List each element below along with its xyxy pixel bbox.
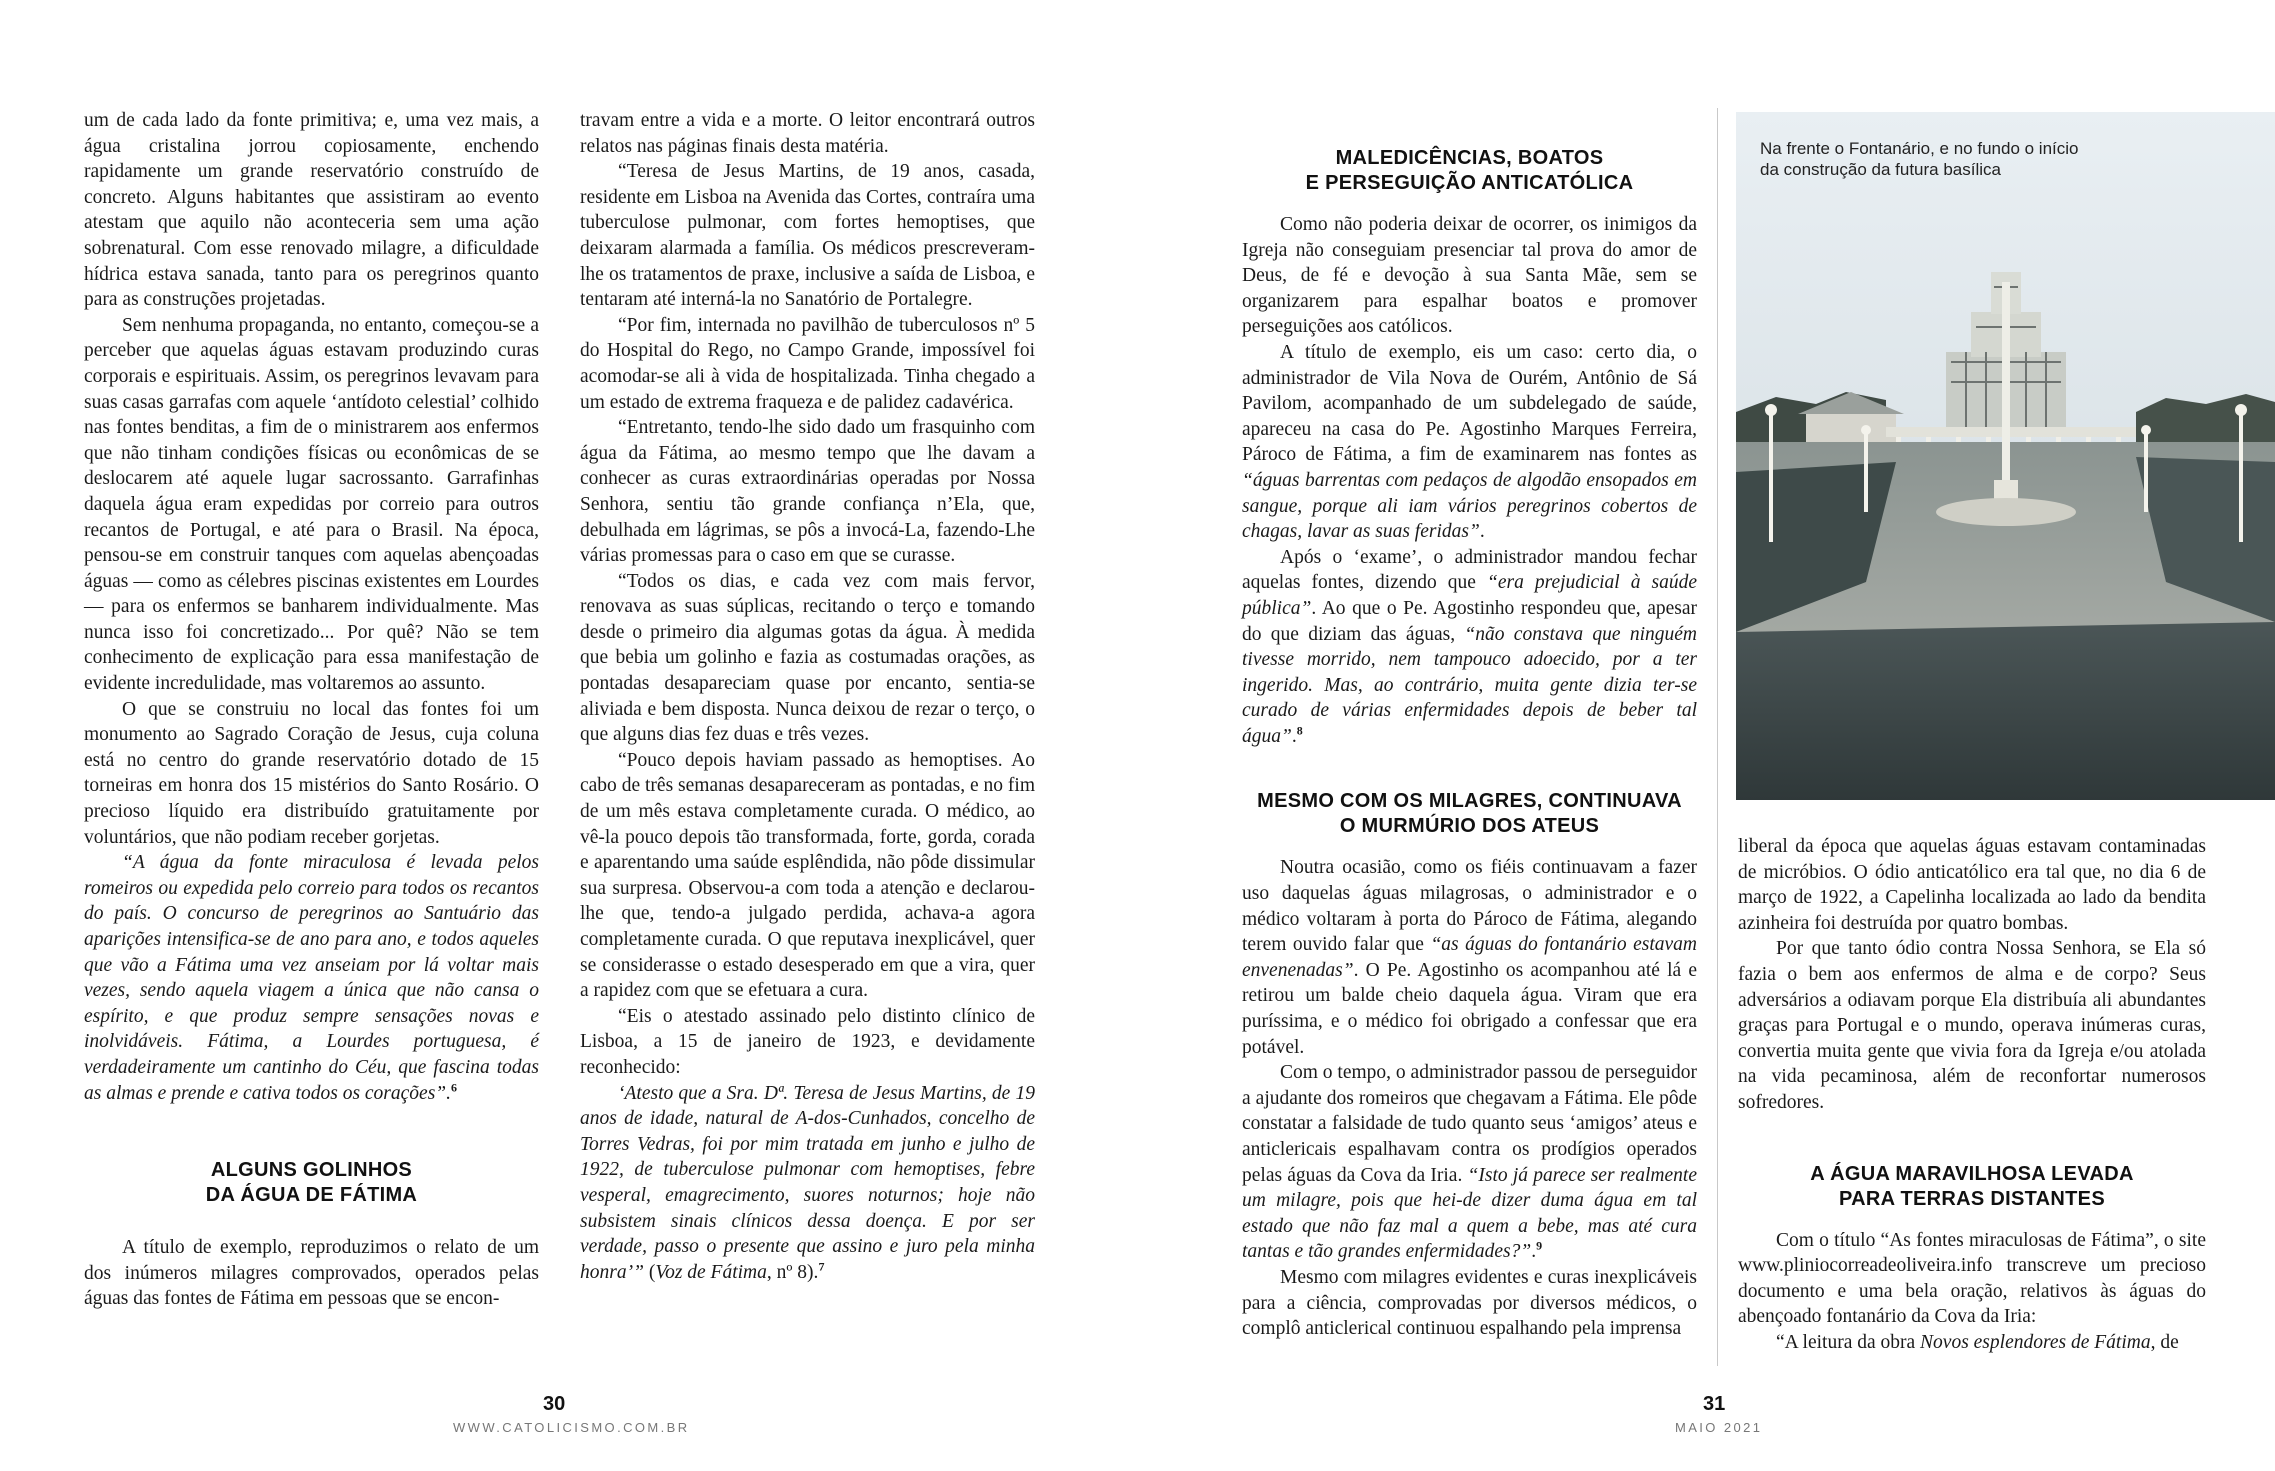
source-title: Voz de Fátima <box>655 1261 767 1283</box>
quotation-paragraph <box>84 850 539 1106</box>
text-run: . O Pe. Agostinho os acompanhou até lá e retirou um balde cheio daquela água. Viram que era puríssima, e o médico foi obrigado a confessar que era potável. <box>1242 959 1697 1058</box>
quotation-text: “não constava que ninguém tivesse morrido, nem tampouco adoecido, por a ter ingerido. Mas, ao contrário, muita gente dizia ter-se curado de várias enfermidades depois de beber tal água” <box>1242 623 1697 747</box>
heading-line: PARA TERRAS DISTANTES <box>1839 1187 2105 1210</box>
text-run: . <box>1531 1241 1537 1263</box>
text-run: Noutra ocasião, como os fiéis continuavam a fazer uso daquelas águas milagrosas, o administrador e o médico voltaram à porta do Pároco de Fátima, alegando terem ouvido falar que <box>1242 857 1697 956</box>
text-run: A título de exemplo, eis um caso: certo dia, o administrador de Vila Nova de Ourém, Antônio de Sá Pavilom, acompanhado de um subdelegado de saúde, apareceu na casa do Pe. Agostinho Marques Ferreira, Pároco de Fátima, a fim de examinarem nas fontes as <box>1242 341 1697 466</box>
paragraph: liberal da época que aquelas águas estavam contaminadas de micróbios. O ódio anticatólico era tal que, no dia 6 de março de 1922, a Capelinha localizada ao lado da bendita azinheira foi destruída por quatro bombas. <box>1738 836 2206 934</box>
quotation-text: “Isto já parece ser realmente um milagre, pois que hei-de dizer duma água em tal estado que não faz mal a quem a bebe, mas até cura tantas e tão grandes enfermidades?” <box>1242 1164 1697 1263</box>
section-heading <box>84 1158 539 1208</box>
text-run: Com o tempo, o administrador passou de perseguidor a ajudante dos romeiros que chegavam a Fátima. Ele pôde constatar a falsidade de tudo quanto seus ‘amigos’ ateus e anticlericais espalhavam contra os prodígios operados pelas águas da Cova da Iria. <box>1242 1062 1698 1186</box>
page-number: 30 <box>543 1393 566 1415</box>
footer-issue-date: MAIO 2021 <box>1675 1420 1763 1435</box>
paragraph: O que se construiu no local das fontes foi um monumento ao Sagrado Coração de Jesus, cuja coluna está no centro do grande reservatório dotado de 15 torneiras em honra dos 15 mistérios do Santo Rosário. O precioso líquido era distribuído gratuitamente por voluntários, que não podiam receber gorjetas. <box>84 698 539 848</box>
paragraph: “Por fim, internada no pavilhão de tuberculosos nº 5 do Hospital do Rego, no Campo Grande, impossível foi acomodar-se ali à vida de hospitalizada. Tinha chegado a um estado de extrema fraqueza e de palidez cadavérica. <box>580 314 1035 413</box>
source-open: ( <box>643 1261 656 1283</box>
fontanario-photo <box>1736 112 2275 800</box>
footer-website: WWW.CATOLICISMO.COM.BR <box>453 1420 690 1435</box>
paragraph: “Todos os dias, e cada vez com mais fervor, renovava as suas súplicas, recitando o terço e tomando desde o primeiro dia algumas gotas da água. À medida que bebia um golinho e fazia as costumadas orações, as pontadas desapareciam quase por encanto, sentia-se aliviada e bem disposta. Nunca deixou de rezar o terço, o que alguns dias fez duas e três vezes. <box>580 570 1035 746</box>
attestation-text: ‘Atesto que a Sra. Dª. Teresa de Jesus Martins, de 19 anos de idade, natural de A-dos-Cunhados, concelho de Torres Vedras, foi por mim tratada em junho e julho de 1922, de tuberculose pulmonar com hemoptises, febre vesperal, emagrecimento, suores noturnos; hoje não subsistem sinais clínicos dessa doença. E por ser verdade, passo o presente que assino e juro pela minha honra’” <box>580 1082 1035 1283</box>
column-divider <box>1717 108 1718 1366</box>
footnote-ref: 7 <box>818 1259 825 1274</box>
paragraph <box>1242 1060 1697 1265</box>
paragraph: “Pouco depois haviam passado as hemoptises. Ao cabo de três semanas desapareceram as pontadas, e no fim de um mês estava completamente curada. O médico, ao vê-la pouco depois tão transformada, forte, gorda, corada e aparentando uma saúde esplêndida, não pôde dissimular sua surpresa. Observou-a com toda a atenção e declarou-lhe que, tendo-a julgado perdida, achava-a agora completamente curada. O que reputava inexplicável, quer se considerasse o estado desesperado em que a vira, quer a rapidez com que se efetuara a cura. <box>580 749 1035 1002</box>
paragraph <box>1242 545 1697 750</box>
quotation-text: “as águas do fontanário estavam envenenadas” <box>1242 934 1697 981</box>
text-run: . <box>1291 725 1297 747</box>
footnote-ref: 6 <box>451 1080 458 1095</box>
footnote-ref: 9 <box>1536 1238 1543 1253</box>
text-run: Após o ‘exame’, o administrador mandou fechar aquelas fontes, dizendo que <box>1242 546 1697 594</box>
paragraph: “Eis o atestado assinado pelo distinto clínico de Lisboa, a 15 de janeiro de 1923, e devidamente reconhecido: <box>580 1005 1035 1078</box>
paragraph <box>1242 340 1697 545</box>
paragraph: travam entre a vida e a morte. O leitor encontrará outros relatos nas páginas finais desta matéria. <box>580 110 1035 157</box>
quotation-text: “era prejudicial à saúde pública” <box>1242 572 1697 619</box>
heading-line: ALGUNS GOLINHOS <box>210 1159 413 1182</box>
right-page-column-1 <box>1242 146 1697 1342</box>
paragraph: A título de exemplo, reproduzimos o relato de um dos inúmeros milagres comprovados, operados pelas águas das fontes de Fátima em pessoas que se encon- <box>84 1237 539 1310</box>
heading-line: DA ÁGUA DE FÁTIMA <box>205 1184 418 1207</box>
heading-line: O MURMÚRIO DOS ATEUS <box>1339 815 1600 838</box>
quotation-text: “águas barrentas com pedaços de algodão ensopados em sangue, porque ali iam vários peregrinos cobertos de chagas, lavar as suas feridas” <box>1242 469 1697 543</box>
paragraph: um de cada lado da fonte primitiva; e, uma vez mais, a água cristalina jorrou copiosamente, enchendo rapidamente um grande reservatório construído de concreto. Alguns habitantes que assistiram ao evento atestam que aquilo não aconteceria sem uma ação sobrenatural. Com esse renovado milagre, a dificuldade hídrica estava sanada, tanto para os peregrinos quanto para as construções projetadas. <box>84 110 539 311</box>
paragraph: Como não poderia deixar de ocorrer, os inimigos da Igreja não conseguiam presenciar tal prova do amor de Deus, de fé e devoção à sua Santa Mãe, sem se organizarem para espalhar boatos e promover perseguições aos católicos. <box>1242 214 1697 338</box>
left-page-column-1 <box>84 108 539 1312</box>
paragraph <box>1242 855 1697 1060</box>
section-heading <box>1738 1162 2206 1212</box>
paragraph <box>1738 1330 2206 1356</box>
photo-illustration <box>1736 112 2275 800</box>
text-run: “A leitura da obra <box>1776 1331 1921 1353</box>
source-close: , nº 8). <box>766 1261 819 1283</box>
text-run: , de <box>2150 1331 2179 1353</box>
paragraph: Por que tanto ódio contra Nossa Senhora, se Ela só fazia o bem aos enfermos de alma e de corpo? Seus adversários a odiavam porque Ela distribuía ali abundantes graças para Portugal e o mundo, operava inúmeras curas, convertia muita gente que vivia fora da Igreja e/ou atolada na vida pecaminosa, além de reconfortar numerosos sofredores. <box>1738 938 2206 1113</box>
section-heading <box>1242 146 1697 196</box>
quotation-text: “A água da fonte miraculosa é levada pelos romeiros ou expedida pelo correio para todos os recantos do país. O concurso de peregrinos ao Santuário das aparições intensifica-se de ano para ano, e todos aqueles que vão a Fátima uma vez anseiam por lá voltar mais vezes, sendo aquela viagem a única que não cansa o espírito, e que produz sempre sensações novas e inolvidáveis. Fátima, a Lourdes portuguesa, é verdadeiramente um cantinho do Céu, que fascina todas as almas e prende e cativa todos os corações”. <box>84 852 539 1104</box>
photo-caption: Na frente o Fontanário, e no fundo o início da construção da futura basílica <box>1760 139 2079 179</box>
paragraph: Com o título “As fontes miraculosas de Fátima”, o site www.pliniocorreadeoliveira.info transcreve um precioso documento e uma bela oração, relativos às águas do abençoado fontanário da Cova da Iria: <box>1738 1229 2206 1328</box>
right-page-column-2 <box>1738 834 2206 1356</box>
paragraph: Mesmo com milagres evidentes e curas inexplicáveis para a ciência, comprovadas por diversos médicos, o complô anticlerical continuou espalhando pela imprensa <box>1242 1266 1697 1340</box>
attestation-paragraph <box>580 1081 1035 1286</box>
heading-line: MALEDICÊNCIAS, BOATOS <box>1335 147 1604 169</box>
text-run: . <box>1479 521 1485 543</box>
paragraph: “Entretanto, tendo-lhe sido dado um frasquinho com água da Fátima, ao mesmo tempo que lhe davam a conhecer as curas extraordinárias operadas por Nossa Senhora, sentiu tão grande confiança n’Ela, que, debulhada em lágrimas, se pôs a invocá-La, fazendo-Lhe várias promessas para o caso em que se curasse. <box>580 417 1035 567</box>
heading-line: A ÁGUA MARAVILHOSA LEVADA <box>1810 1162 2134 1185</box>
book-title: Novos esplendores de Fátima <box>1920 1331 2151 1353</box>
heading-line: MESMO COM OS MILAGRES, CONTINUAVA <box>1257 790 1682 813</box>
right-page <box>1138 0 2275 1471</box>
paragraph: “Teresa de Jesus Martins, de 19 anos, casada, residente em Lisboa na Avenida das Cortes, contraíra uma tuberculose pulmonar, com fortes hemoptises, que deixaram alarmada a família. Os médicos prescreveram-lhe os tratamentos de praxe, inclusive a saída de Lisboa, e tentaram até interná-la no Sanatório de Portalegre. <box>580 161 1035 311</box>
paragraph: Sem nenhuma propaganda, no entanto, começou-se a perceber que aquelas águas estavam produzindo curas corporais e espirituais. Assim, os peregrinos levavam para suas casas garrafas com aquele ‘antídoto celestial’ colhido nas fontes benditas, a fim de o ministrarem aos enfermos que não tinham condições físicas ou econômicas de se deslocarem até aquele lugar sacrossanto. Garrafinhas daquela água eram expedidas por correio para outros recantos de Portugal, e até para o Brasil. Na época, pensou-se em construir tanques com aquelas abençoadas águas — como as célebres piscinas existentes em Lourdes — para os enfermos se banharem individualmente. Mas nunca isso foi concretizado... Por quê? Não se tem conhecimento de explicação para essa manifestação de evidente incredulidade, mas voltaremos ao assunto. <box>84 314 539 695</box>
text-run: . Ao que o Pe. Agostinho respondeu que, apesar do que diziam das águas, <box>1242 597 1697 645</box>
section-heading <box>1242 789 1697 839</box>
left-page-column-2 <box>580 108 1035 1285</box>
heading-line: E PERSEGUIÇÃO ANTICATÓLICA <box>1305 172 1634 194</box>
page-number: 31 <box>1703 1393 1726 1415</box>
footnote-ref: 8 <box>1296 723 1303 738</box>
left-page <box>0 0 1137 1471</box>
